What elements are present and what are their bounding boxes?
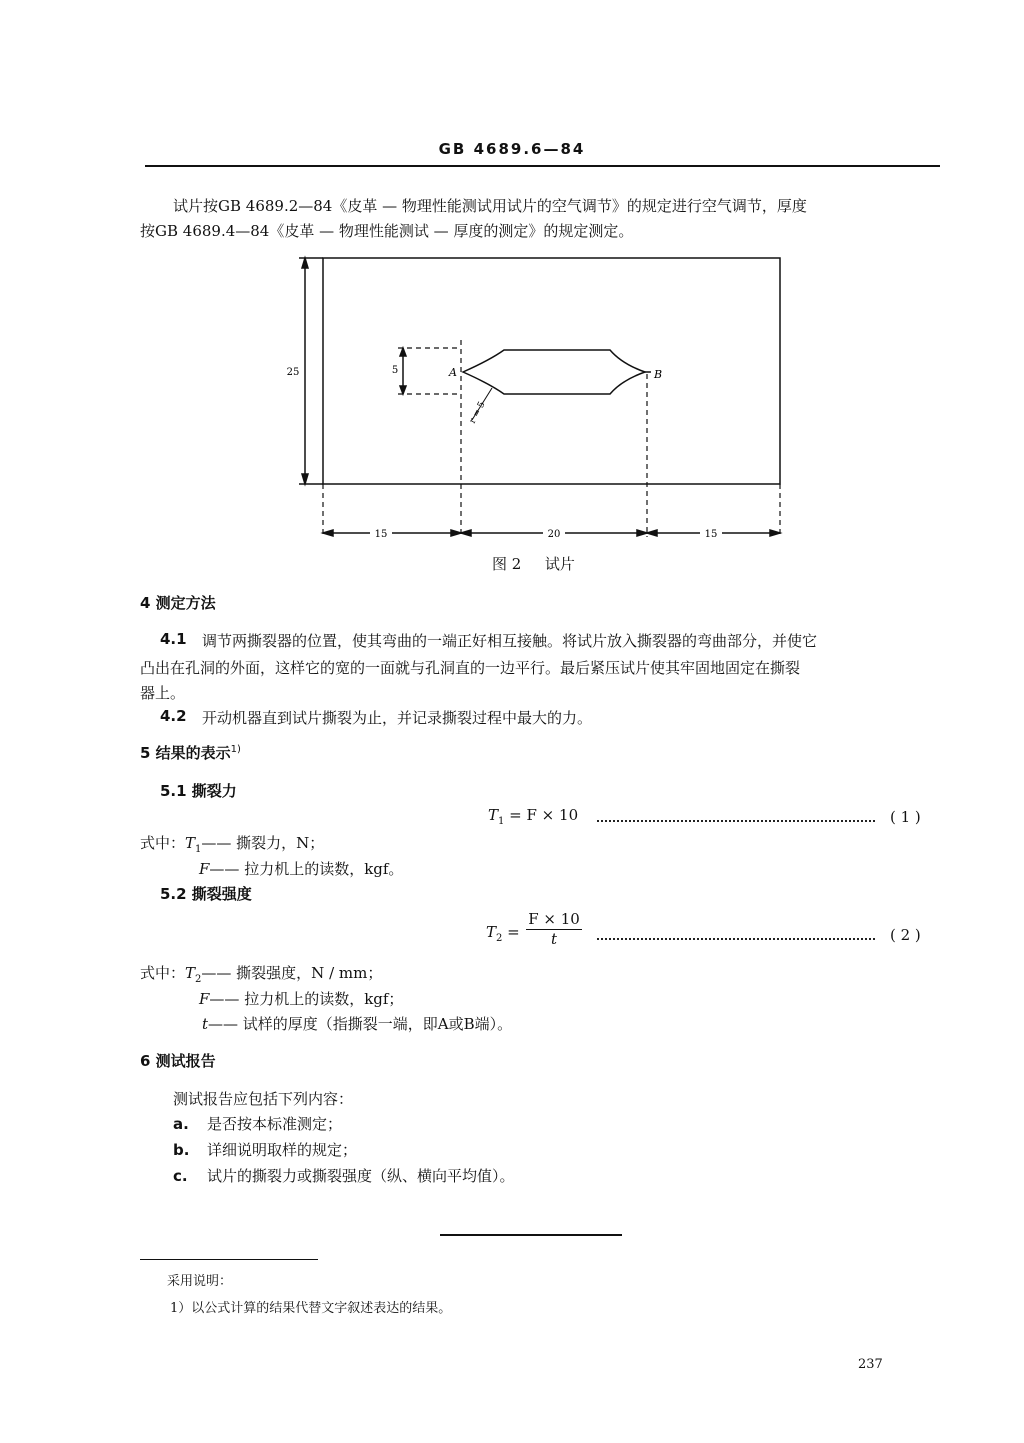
symbol-f-desc: —— 拉力机上的读数，kgf。: [209, 860, 404, 878]
dim-right-label: 15: [704, 529, 718, 540]
figure-title: 试片: [544, 555, 575, 573]
where-4: [199, 988, 403, 1009]
clause-5-1: 5.1 撕裂力: [160, 782, 237, 800]
intro-line-1: 试片按GB 4689.2—84《皮革 — 物理性能测试用试片的空气调节》的规定进行空气调节，厚度: [173, 197, 807, 215]
eq2-equals: =: [507, 923, 520, 941]
clause-5-2: 5.2 撕裂强度: [160, 885, 252, 903]
symbol-f: F: [199, 860, 210, 878]
report-item: [173, 1139, 357, 1160]
report-item: [173, 1165, 515, 1186]
dim-5-label: 5: [391, 365, 399, 376]
eq2-sub: 2: [496, 933, 503, 944]
symbol-f-2-desc: —— 拉力机上的读数，kgf；: [209, 990, 404, 1008]
page-number: 237: [858, 1357, 883, 1372]
symbol-t1-sub: 1: [195, 844, 202, 855]
standard-code-header: GB 4689.6—84: [438, 140, 586, 158]
eq1-rhs: = F × 10: [509, 806, 579, 824]
dim-mid-label: 20: [547, 529, 561, 540]
eq2-number: ( 2 ): [890, 926, 921, 944]
report-item-mark: a.: [173, 1115, 189, 1133]
symbol-t2-sub: 2: [195, 974, 202, 985]
where-1: [140, 832, 324, 855]
section-4-heading: 4 测定方法: [140, 594, 216, 612]
symbol-t2-desc: —— 撕裂强度，N / mm；: [201, 964, 383, 982]
dim-left-label: 15: [374, 529, 388, 540]
section-5-heading: [140, 742, 241, 763]
dim-25-label: 25: [286, 367, 300, 378]
eq2-numerator: F × 10: [526, 910, 582, 930]
radius-label: r = 5: [467, 400, 488, 426]
symbol-t2: T: [185, 964, 196, 982]
footnote-rule: [140, 1259, 318, 1260]
figure-number: 图 2: [492, 555, 522, 573]
symbol-t-desc: —— 试样的厚度（指撕裂一端，即A或B端）。: [208, 1015, 513, 1033]
where-label: 式中：: [140, 834, 186, 852]
footnote-text: 1）以公式计算的结果代替文字叙述表达的结果。: [170, 1301, 452, 1316]
equation-1: [488, 806, 578, 827]
section-5-heading-text: 5 结果的表示: [140, 744, 231, 762]
report-intro: 测试报告应包括下列内容：: [173, 1090, 354, 1108]
symbol-t1-desc: —— 撕裂力，N；: [201, 834, 325, 852]
eq1-number: ( 1 ): [890, 808, 921, 826]
footnote-title: 采用说明：: [167, 1274, 233, 1289]
where-3: [140, 962, 382, 985]
footnote-ref: 1): [230, 744, 241, 755]
clause-4-2-number: 4.2: [160, 707, 187, 725]
section-6-heading: 6 测试报告: [140, 1052, 216, 1070]
clause-4-1-line-2: 凸出在孔洞的外面，这样它的宽的一面就与孔洞直的一边平行。最后紧压试片使其牢固地固定在撕裂: [140, 659, 801, 677]
specimen-diagram: [0, 0, 1024, 560]
clause-4-1-number: 4.1: [160, 630, 187, 648]
report-item-text: 试片的撕裂力或撕裂强度（纵、横向平均值）。: [207, 1167, 515, 1185]
eq1-lhs: T: [488, 806, 499, 824]
report-item-text: 详细说明取样的规定；: [207, 1141, 358, 1159]
slit-shape: [463, 350, 645, 394]
eq1-sub: 1: [498, 816, 505, 827]
symbol-t1: T: [185, 834, 196, 852]
figure-caption: [492, 553, 575, 574]
report-item-text: 是否按本标准测定；: [207, 1115, 343, 1133]
end-of-text-rule: [440, 1234, 622, 1236]
where-2: [199, 858, 403, 879]
where-5: [202, 1013, 512, 1034]
clause-4-1-line-1: 调节两撕裂器的位置，使其弯曲的一端正好相互接触。将试片放入撕裂器的弯曲部分，并使它: [202, 632, 818, 650]
symbol-t: t: [202, 1015, 209, 1033]
eq2-leader-dots: [597, 938, 875, 940]
report-item-mark: c.: [173, 1167, 188, 1185]
clause-4-2-text: 开动机器直到试片撕裂为止，并记录撕裂过程中最大的力。: [202, 709, 593, 727]
point-b-label: B: [654, 368, 663, 381]
eq2-lhs: T: [486, 923, 497, 941]
report-item: [173, 1113, 342, 1134]
report-item-mark: b.: [173, 1141, 190, 1159]
symbol-f-2: F: [199, 990, 210, 1008]
point-a-label: A: [449, 366, 457, 379]
eq1-leader-dots: [597, 820, 875, 822]
intro-line-2: 按GB 4689.4—84《皮革 — 物理性能测试 — 厚度的测定》的规定测定。: [140, 222, 634, 240]
where-label-2: 式中：: [140, 964, 186, 982]
clause-4-1-line-3: 器上。: [140, 684, 186, 702]
eq2-denominator: t: [550, 930, 558, 948]
